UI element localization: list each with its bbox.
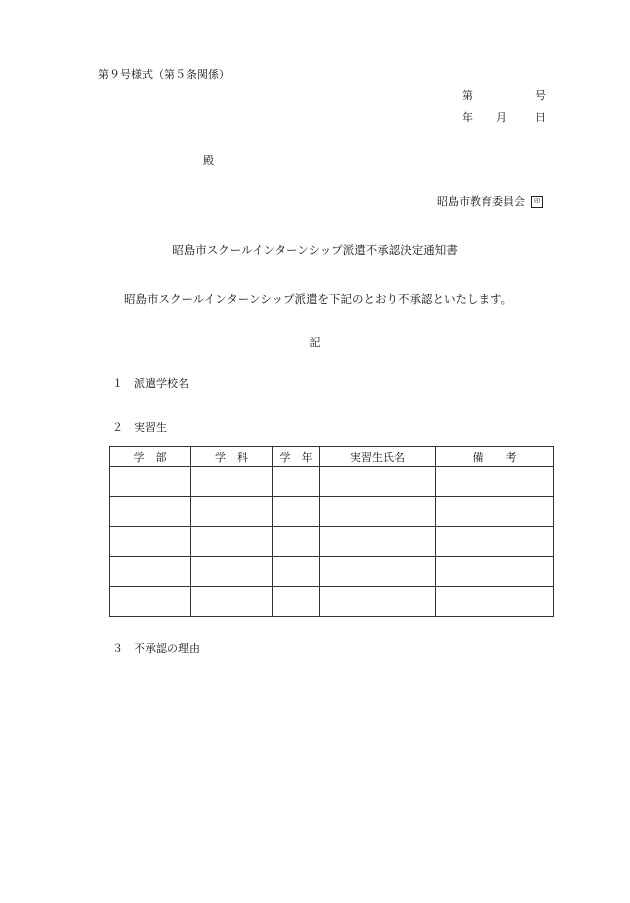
table-cell[interactable]: [191, 587, 273, 617]
number-suffix: 号: [535, 89, 546, 102]
table-cell[interactable]: [191, 467, 273, 497]
document-body: 昭島市スクールインターンシップ派遣を下記のとおり不承認といたします。: [124, 292, 513, 306]
document-title: 昭島市スクールインターンシップ派遣不承認決定通知書: [172, 243, 458, 257]
table-cell[interactable]: [110, 587, 191, 617]
table-cell[interactable]: [320, 527, 436, 557]
section-number: １: [112, 377, 123, 390]
section-dispatch-school: [112, 378, 189, 389]
seal-mark: 印: [531, 196, 543, 208]
table-cell[interactable]: [436, 527, 554, 557]
trainee-table: [109, 446, 554, 617]
header-faculty: 学 部: [110, 447, 191, 467]
date-year: 年: [462, 111, 473, 124]
table-cell[interactable]: [436, 497, 554, 527]
table-header-row: [110, 447, 554, 467]
header-remarks: 備 考: [436, 447, 554, 467]
table-row: [110, 557, 554, 587]
form-label: 第９号様式（第５条関係）: [98, 68, 230, 81]
table-cell[interactable]: [191, 557, 273, 587]
table-cell[interactable]: [110, 497, 191, 527]
date-month: 月: [496, 111, 507, 124]
date-day: 日: [535, 111, 546, 124]
header-year: 学 年: [273, 447, 320, 467]
ki-heading: 記: [309, 336, 321, 349]
issuer-name: 昭島市教育委員会: [437, 195, 525, 208]
section-rejection-reason: [112, 643, 200, 654]
table-cell[interactable]: [320, 557, 436, 587]
table-cell[interactable]: [110, 557, 191, 587]
table-cell[interactable]: [320, 467, 436, 497]
section-label: 不承認の理由: [134, 642, 200, 655]
section-number: ３: [112, 642, 123, 655]
table-cell[interactable]: [273, 527, 320, 557]
table-cell[interactable]: [436, 467, 554, 497]
table-cell[interactable]: [110, 527, 191, 557]
table-cell[interactable]: [273, 497, 320, 527]
section-trainees: [112, 422, 167, 433]
number-prefix: 第: [462, 89, 473, 102]
issuer: [437, 196, 543, 208]
addressee-honorific: 殿: [203, 154, 214, 167]
table-cell[interactable]: [436, 587, 554, 617]
section-number: ２: [112, 421, 123, 434]
table-cell[interactable]: [110, 467, 191, 497]
header-trainee-name: 実習生氏名: [320, 447, 436, 467]
table-cell[interactable]: [273, 467, 320, 497]
table-row: [110, 587, 554, 617]
table-row: [110, 467, 554, 497]
section-label: 実習生: [134, 421, 167, 434]
table-cell[interactable]: [273, 557, 320, 587]
header-department: 学 科: [191, 447, 273, 467]
table-cell[interactable]: [436, 557, 554, 587]
table-cell[interactable]: [320, 587, 436, 617]
section-label: 派遣学校名: [134, 377, 189, 390]
table-cell[interactable]: [320, 497, 436, 527]
table-row: [110, 497, 554, 527]
table-cell[interactable]: [191, 527, 273, 557]
table-cell[interactable]: [191, 497, 273, 527]
table-cell[interactable]: [273, 587, 320, 617]
table-row: [110, 527, 554, 557]
